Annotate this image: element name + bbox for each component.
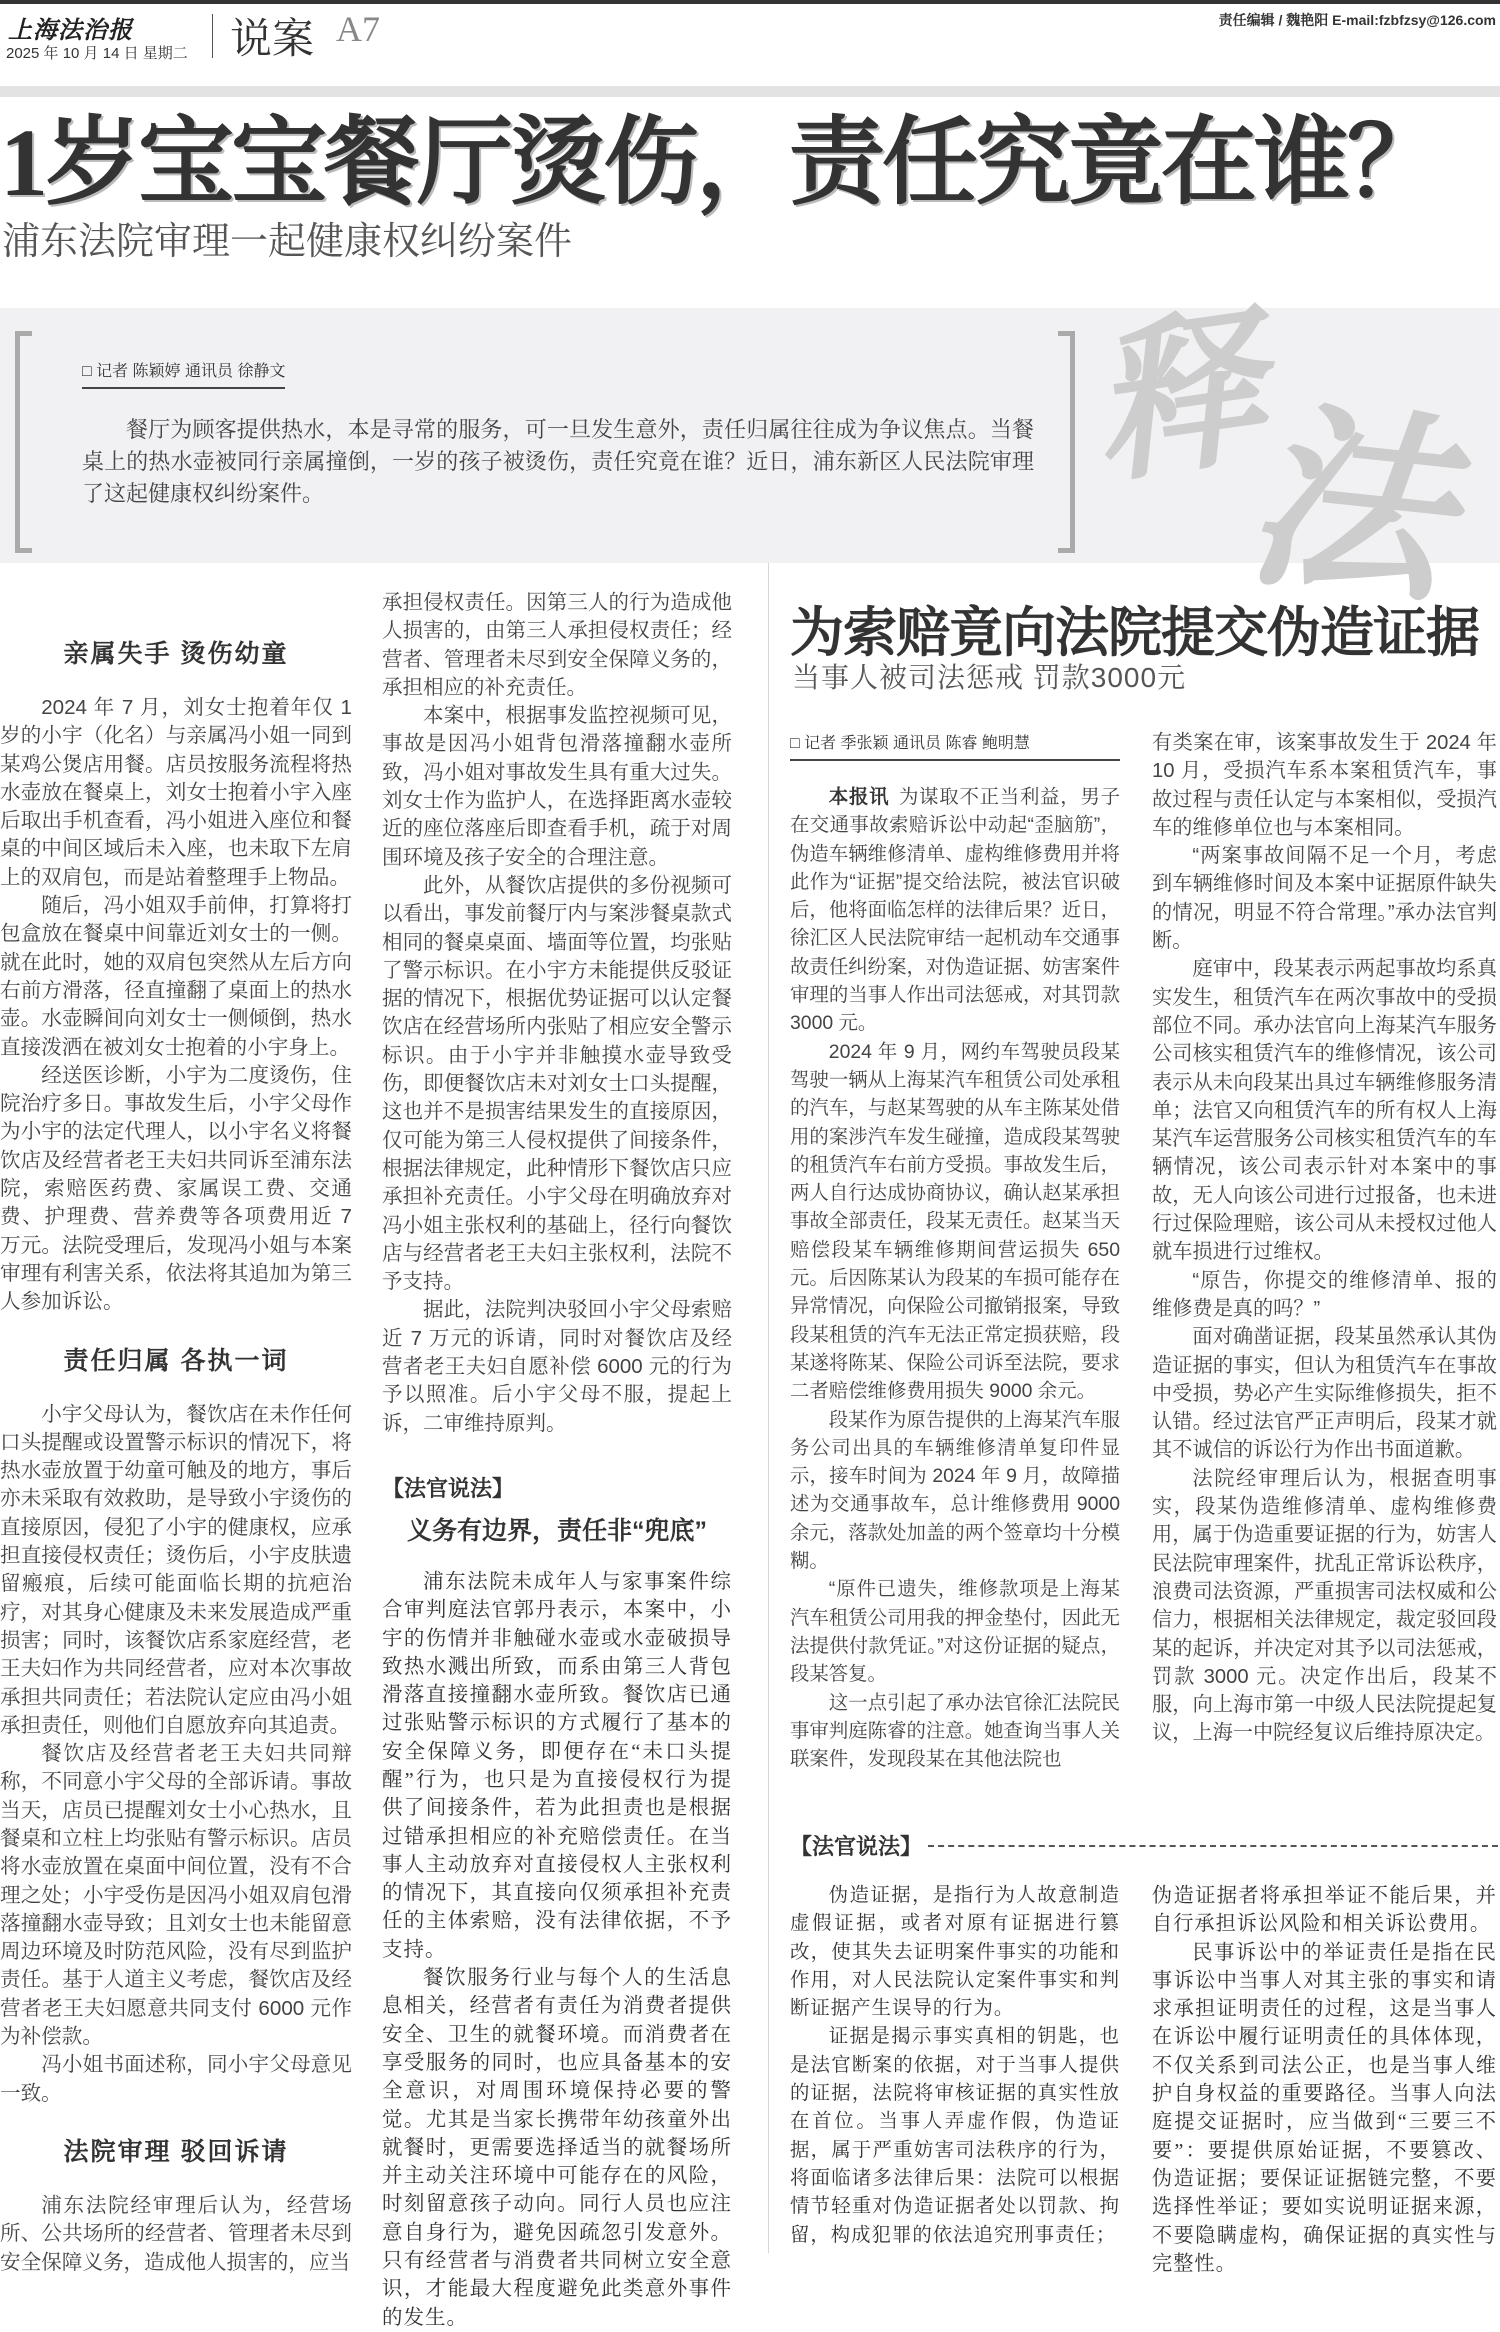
- editor-credit: 责任编辑 / 魏艳阳 E-mail:fzbfzsy@126.com: [1218, 12, 1496, 28]
- article-column-2: [382, 589, 732, 2332]
- lead-paragraph: [790, 783, 1120, 1038]
- paragraph: “原件已遗失，维修款项是上海某汽车租赁公司用我的押金垫付，因此无法提供付款凭证。”对这份证据的疑点，段某答复。: [790, 1578, 1120, 1686]
- paragraph: 证据是揭示事实真相的钥匙，也是法官断案的依据，对于当事人提供的证据，法院将审核证据的真实性放在首位。当事人弄虚作假，伪造证据，属于严重妨害司法秩序的行为，将面临诸多法律后果：法院可以根据情节轻重对伪造证据者处以罚款、拘留，构成犯罪的依法追究刑事责任；: [790, 2026, 1120, 2246]
- paragraph: 法院经审理后认为，根据查明事实，段某伪造维修清单、虚构维修费用，属于伪造重要证据的行为，妨害人民法院审理案件，扰乱正常诉讼秩序，浪费司法资源，严重损害司法权威和公信力，根据相关法律规定，裁定驳回段某的起诉，并决定对其予以司法惩戒，罚款 3000 元。决定作出后，段某不服，向上海市第一中级人民法院提起复议，上海一中院经复议后维持原决定。: [1152, 1467, 1497, 1745]
- issue-date: 2025 年 10 月 14 日 星期二: [6, 45, 188, 62]
- section-name: 说案: [230, 15, 315, 62]
- side-subheadline: 当事人被司法惩戒 罚款3000元: [792, 662, 1187, 693]
- paragraph: 浦东法院未成年人与家事案件综合审判庭法官郭丹表示，本案中，小宇的伤情并非触碰水壶或水壶破损导致热水溅出所致，而系由第三人背包滑落直接撞翻水壶所致。餐饮店已通过张贴警示标识的方式履行了基本的安全保障义务，即便存在“未口头提醒”行为，也只是为直接侵权行为提供了间接条件，若为此担责也是根据过错承担相应的补充赔偿责任。在当事人主动放弃对直接侵权人主张权利的情况下，其直接向仅须承担补充责任的主体索赔，没有法律依据，不予支持。: [382, 1570, 732, 1961]
- paragraph: 此外，从餐饮店提供的多份视频可以看出，事发前餐厅内与案涉餐桌款式相同的餐桌桌面、墙面等位置，均张贴了警示标识。在小宇方未能提供反驳证据的情况下，根据优势证据可以认定餐饮店在经营场所内张贴了相应安全警示标识。由于小宇并非触摸水壶导致受伤，即便餐饮店未对刘女士口头提醒，这也并不是损害结果发生的直接原因，仅可能为第三人侵权提供了间接条件，根据法律规定，此种情形下餐饮店只应承担补充责任。小宇父母在明确放弃对冯小姐主张权利的基础上，径行向餐饮店与经营者老王夫妇主张权利，法院不予支持。: [382, 873, 732, 1294]
- top-rule: [0, 0, 1500, 4]
- paragraph: 餐饮店及经营者老王夫妇共同辩称，不同意小宇父母的全部诉请。事故当天，店员已提醒刘女士小心热水，且餐桌和立柱上均张贴有警示标识。店员将水壶放置在桌面中间位置，没有不合理之处；小宇受伤是因冯小姐双肩包滑落撞翻水壶导致；且刘女士也未能留意周边环境及时防范风险，没有尽到监护责任。基于人道主义考虑，餐饮店及经营者老王夫妇愿意共同支付 6000 元作为补偿款。: [0, 1742, 352, 2049]
- paragraph: 有类案在审，该案事故发生于 2024 年 10 月，受损汽车系本案租赁汽车，事故过程与责任认定与本案相似，受损汽车的维修单位也与本案相同。: [1152, 732, 1497, 839]
- paragraph: 浦东法院经审理后认为，经营场所、公共场所的经营者、管理者未尽到安全保障义务，造成他人损害的，应当: [0, 2193, 352, 2274]
- side-column-1: [790, 783, 1120, 1773]
- paragraph: 这一点引起了承办法官徐汇法院民事审判庭陈睿的注意。她查询当事人关联案件，发现段某在其他法院也: [790, 1691, 1120, 1771]
- masthead-divider: [212, 14, 213, 58]
- paragraph: 伪造证据者将承担举证不能后果，并自行承担诉讼风险和相关诉讼费用。: [1152, 1885, 1497, 1936]
- paragraph: 据此，法院判决驳回小宇父母索赔近 7 万元的诉请，同时对餐饮店及经营者老王夫妇自愿补偿 6000 元的行为予以照准。后小宇父母不服，提起上诉，二审维持原判。: [382, 1298, 732, 1435]
- paragraph: “两案事故间隔不足一个月，考虑到车辆维修时间及本案中证据原件缺失的情况，明显不符合常理。”承办法官判断。: [1152, 845, 1497, 953]
- dateline: 本报讯: [828, 786, 890, 808]
- paragraph: 民事诉讼中的举证责任是指在民事诉讼中当事人对其主张的事实和请求承担证明责任的过程，这是当事人在诉讼中履行证明责任的具体体现，不仅关系到司法公正，也是当事人维护自身权益的重要路径。当事人向法庭提交证据时，应当做到“三要三不要”：要提供原始证据，不要篡改、伪造证据；要保证证据链完整，不要选择性举证；要如实说明证据来源，不要隐瞒虚构，确保证据的真实性与完整性。: [1152, 1941, 1497, 2275]
- commentary-heading: 义务有边界，责任非“兜底”: [406, 1516, 707, 1545]
- paragraph: “原告，你提交的维修清单、报的维修费是真的吗？”: [1152, 1269, 1497, 1320]
- section-heading: 法院审理 驳回诉请: [63, 2137, 289, 2166]
- judge-says-text: 【法官说法】: [790, 1834, 923, 1859]
- calligraphy-decoration: 释: [1080, 293, 1275, 504]
- side-byline: □ 记者 季张颖 通讯员 陈睿 鲍明慧: [790, 730, 1120, 761]
- right-bracket: [1058, 331, 1075, 553]
- judge-says-label: 【法官说法】: [382, 1475, 515, 1501]
- main-headline: 1岁宝宝餐厅烫伤，责任究竟在谁？: [0, 109, 1440, 216]
- left-bracket: [15, 331, 32, 553]
- paragraph: 面对确凿证据，段某虽然承认其伪造证据的事实，但认为租赁汽车在事故中受损，势必产生实际维修损失，拒不认错。经过法官严正声明后，段某才就其不诚信的诉讼行为作出书面道歉。: [1152, 1326, 1497, 1462]
- byline: □ 记者 陈颖婷 通讯员 徐静文: [82, 358, 285, 389]
- dashed-rule: [928, 1845, 1498, 1847]
- article-column-1: [0, 610, 352, 2277]
- paragraph: 冯小姐书面述称，同小宇父母意见一致。: [0, 2053, 352, 2105]
- paragraph: 段某作为原告提供的上海某汽车服务公司出具的车辆维修清单复印件显示，接车时间为 2024 年 9 月，故障描述为交通事故车，总计维修费用 9000 余元，落款处加盖的两个签章均十分模糊。: [790, 1408, 1120, 1573]
- section-heading: 亲属失手 烫伤幼童: [63, 640, 289, 668]
- paragraph: 承担侵权责任。因第三人的行为造成他人损害的，由第三人承担侵权责任；经营者、管理者未尽到安全保障义务的，承担相应的补充责任。: [382, 591, 732, 699]
- main-subheadline: 浦东法院审理一起健康权纠纷案件: [2, 221, 573, 263]
- calligraphy-decoration: 法: [1237, 387, 1460, 628]
- paragraph: 随后，冯小姐双手前伸，打算将打包盒放在餐桌中间靠近刘女士的一侧。就在此时，她的双肩包突然从左后方向右前方滑落，径直撞翻了桌面上的热水壶。水壶瞬间向刘女士一侧倾倒，热水直接泼洒在被刘女士抱着的小宇身上。: [0, 894, 352, 1059]
- lead-text: 为谋取不正当利益，男子在交通事故索赔诉讼中动起“歪脑筋”，伪造车辆维修清单、虚构维修费用并将此作为“证据”提交给法院，被法官识破后，他将面临怎样的法律后果？近日，徐汇区人民法院审结一起机动车交通事故责任纠纷案，对伪造证据、妨害案件审理的当事人作出司法惩戒，对其罚款 3000 元。: [790, 786, 1121, 1035]
- section-heading: 责任归属 各执一词: [63, 1346, 289, 1375]
- header-band: [0, 86, 1500, 97]
- side-column-2: [1152, 729, 1497, 1748]
- paragraph: 餐饮服务行业与每个人的生活息息相关，经营者有责任为消费者提供安全、卫生的就餐环境。而消费者在享受服务的同时，也应具备基本的安全意识，对周围环境保持必要的警觉。尤其是当家长携带年幼孩童外出就餐时，更需要选择适当的就餐场所并主动关注环境中可能存在的风险，时刻留意孩子动向。同行人员也应注意自身行为，避免因疏忽引发意外。只有经营者与消费者共同树立安全意识，才能最大程度避免此类意外事件的发生。: [382, 1967, 732, 2329]
- side-headline: 为索赔竟向法院提交伪造证据: [790, 603, 1479, 663]
- page-number: A7: [336, 9, 380, 49]
- intro-paragraph: 餐厅为顾客提供热水，本是寻常的服务，可一旦发生意外，责任归属往往成为争议焦点。当餐桌上的热水壶被同行亲属撞倒，一岁的孩子被烫伤，责任究竟在谁？近日，浦东新区人民法院审理了这起健康权纠纷案件。: [82, 417, 1034, 506]
- newspaper-logo: 上海法治报: [8, 18, 133, 44]
- judge-column-2: [1152, 1882, 1497, 2278]
- paragraph: 本案中，根据事发监控视频可见，事故是因冯小姐背包滑落撞翻水壶所致，冯小姐对事故发生具有重大过失。刘女士作为监护人，在选择距离水壶较近的座位落座后即查看手机，疏于对周围环境及孩子安全的合理注意。: [382, 704, 732, 869]
- paragraph: 经送医诊断，小宇为二度烫伤，住院治疗多日。事故发生后，小宇父母作为小宇的法定代理人，以小宇名义将餐饮店及经营者老王夫妇共同诉至浦东法院，索赔医药费、家属误工费、交通费、护理费、营养费等各项费用近 7 万元。法院受理后，发现冯小姐与本案审理有利害关系，依法将其追加为第三人参加诉讼。: [0, 1063, 352, 1314]
- paragraph: 2024 年 9 月，网约车驾驶员段某驾驶一辆从上海某汽车租赁公司处承租的汽车，与赵某驾驶的从车主陈某处借用的案涉汽车发生碰撞，造成段某驾驶的租赁汽车右前方受损。事故发生后，两人自行达成协商协议，确认赵某承担事故全部责任，段某无责任。赵某当天赔偿段某车辆维修期间营运损失 650 元。后因陈某认为段某的车损可能存在异常情况，向保险公司撤销报案，导致段某租赁的汽车无法正常定损获赔，段某遂将陈某、保险公司诉至法院，要求二者赔偿维修费用损失 9000 余元。: [790, 1040, 1120, 1403]
- paragraph: 小宇父母认为，餐饮店在未作任何口头提醒或设置警示标识的情况下，将热水壶放置于幼童可触及的地方，事后亦未采取有效救助，是导致小宇烫伤的直接原因，侵犯了小宇的健康权，应承担直接侵权责任；烫伤后，小宇皮肤遗留瘢痕，后续可能面临长期的抗疤治疗，对其身心健康及未来发展造成严重损害；同时，该餐饮店系家庭经营，老王夫妇作为共同经营者，应对本次事故承担共同责任；若法院认定应由冯小姐承担责任，则他们自愿放弃向其追责。: [0, 1402, 352, 1737]
- judge-column-1: [790, 1882, 1120, 2250]
- column-divider: [768, 563, 769, 2253]
- paragraph: 庭审中，段某表示两起事故均系真实发生，租赁汽车在两次事故中的受损部位不同。承办法官向上海某汽车服务公司核实租赁汽车的维修情况，该公司表示从未向段某出具过车辆维修服务清单；法官又向租赁汽车的所有权人上海某汽车运营服务公司核实租赁汽车的车辆情况，该公司表示针对本案中的事故，无人向该公司进行过报备，也未进行过保险理赔，该公司从未授权过他人就车损进行过维权。: [1152, 958, 1497, 1264]
- judge-says-label: [790, 1830, 1498, 1861]
- paragraph: 2024 年 7 月，刘女士抱着年仅 1 岁的小宇（化名）与亲属冯小姐一同到某鸡公煲店用餐。店员按服务流程将热水壶放在餐桌上，刘女士抱着小宇入座后取出手机查看，冯小姐进入座位和餐桌的中间区域后未入座，也未取下左肩上的双肩包，而是站着整理手上物品。: [0, 696, 352, 889]
- paragraph: 伪造证据，是指行为人故意制造虚假证据，或者对原有证据进行篡改，使其失去证明案件事实的功能和作用，对人民法院认定案件事实和判断证据产生误导的行为。: [790, 1885, 1120, 2020]
